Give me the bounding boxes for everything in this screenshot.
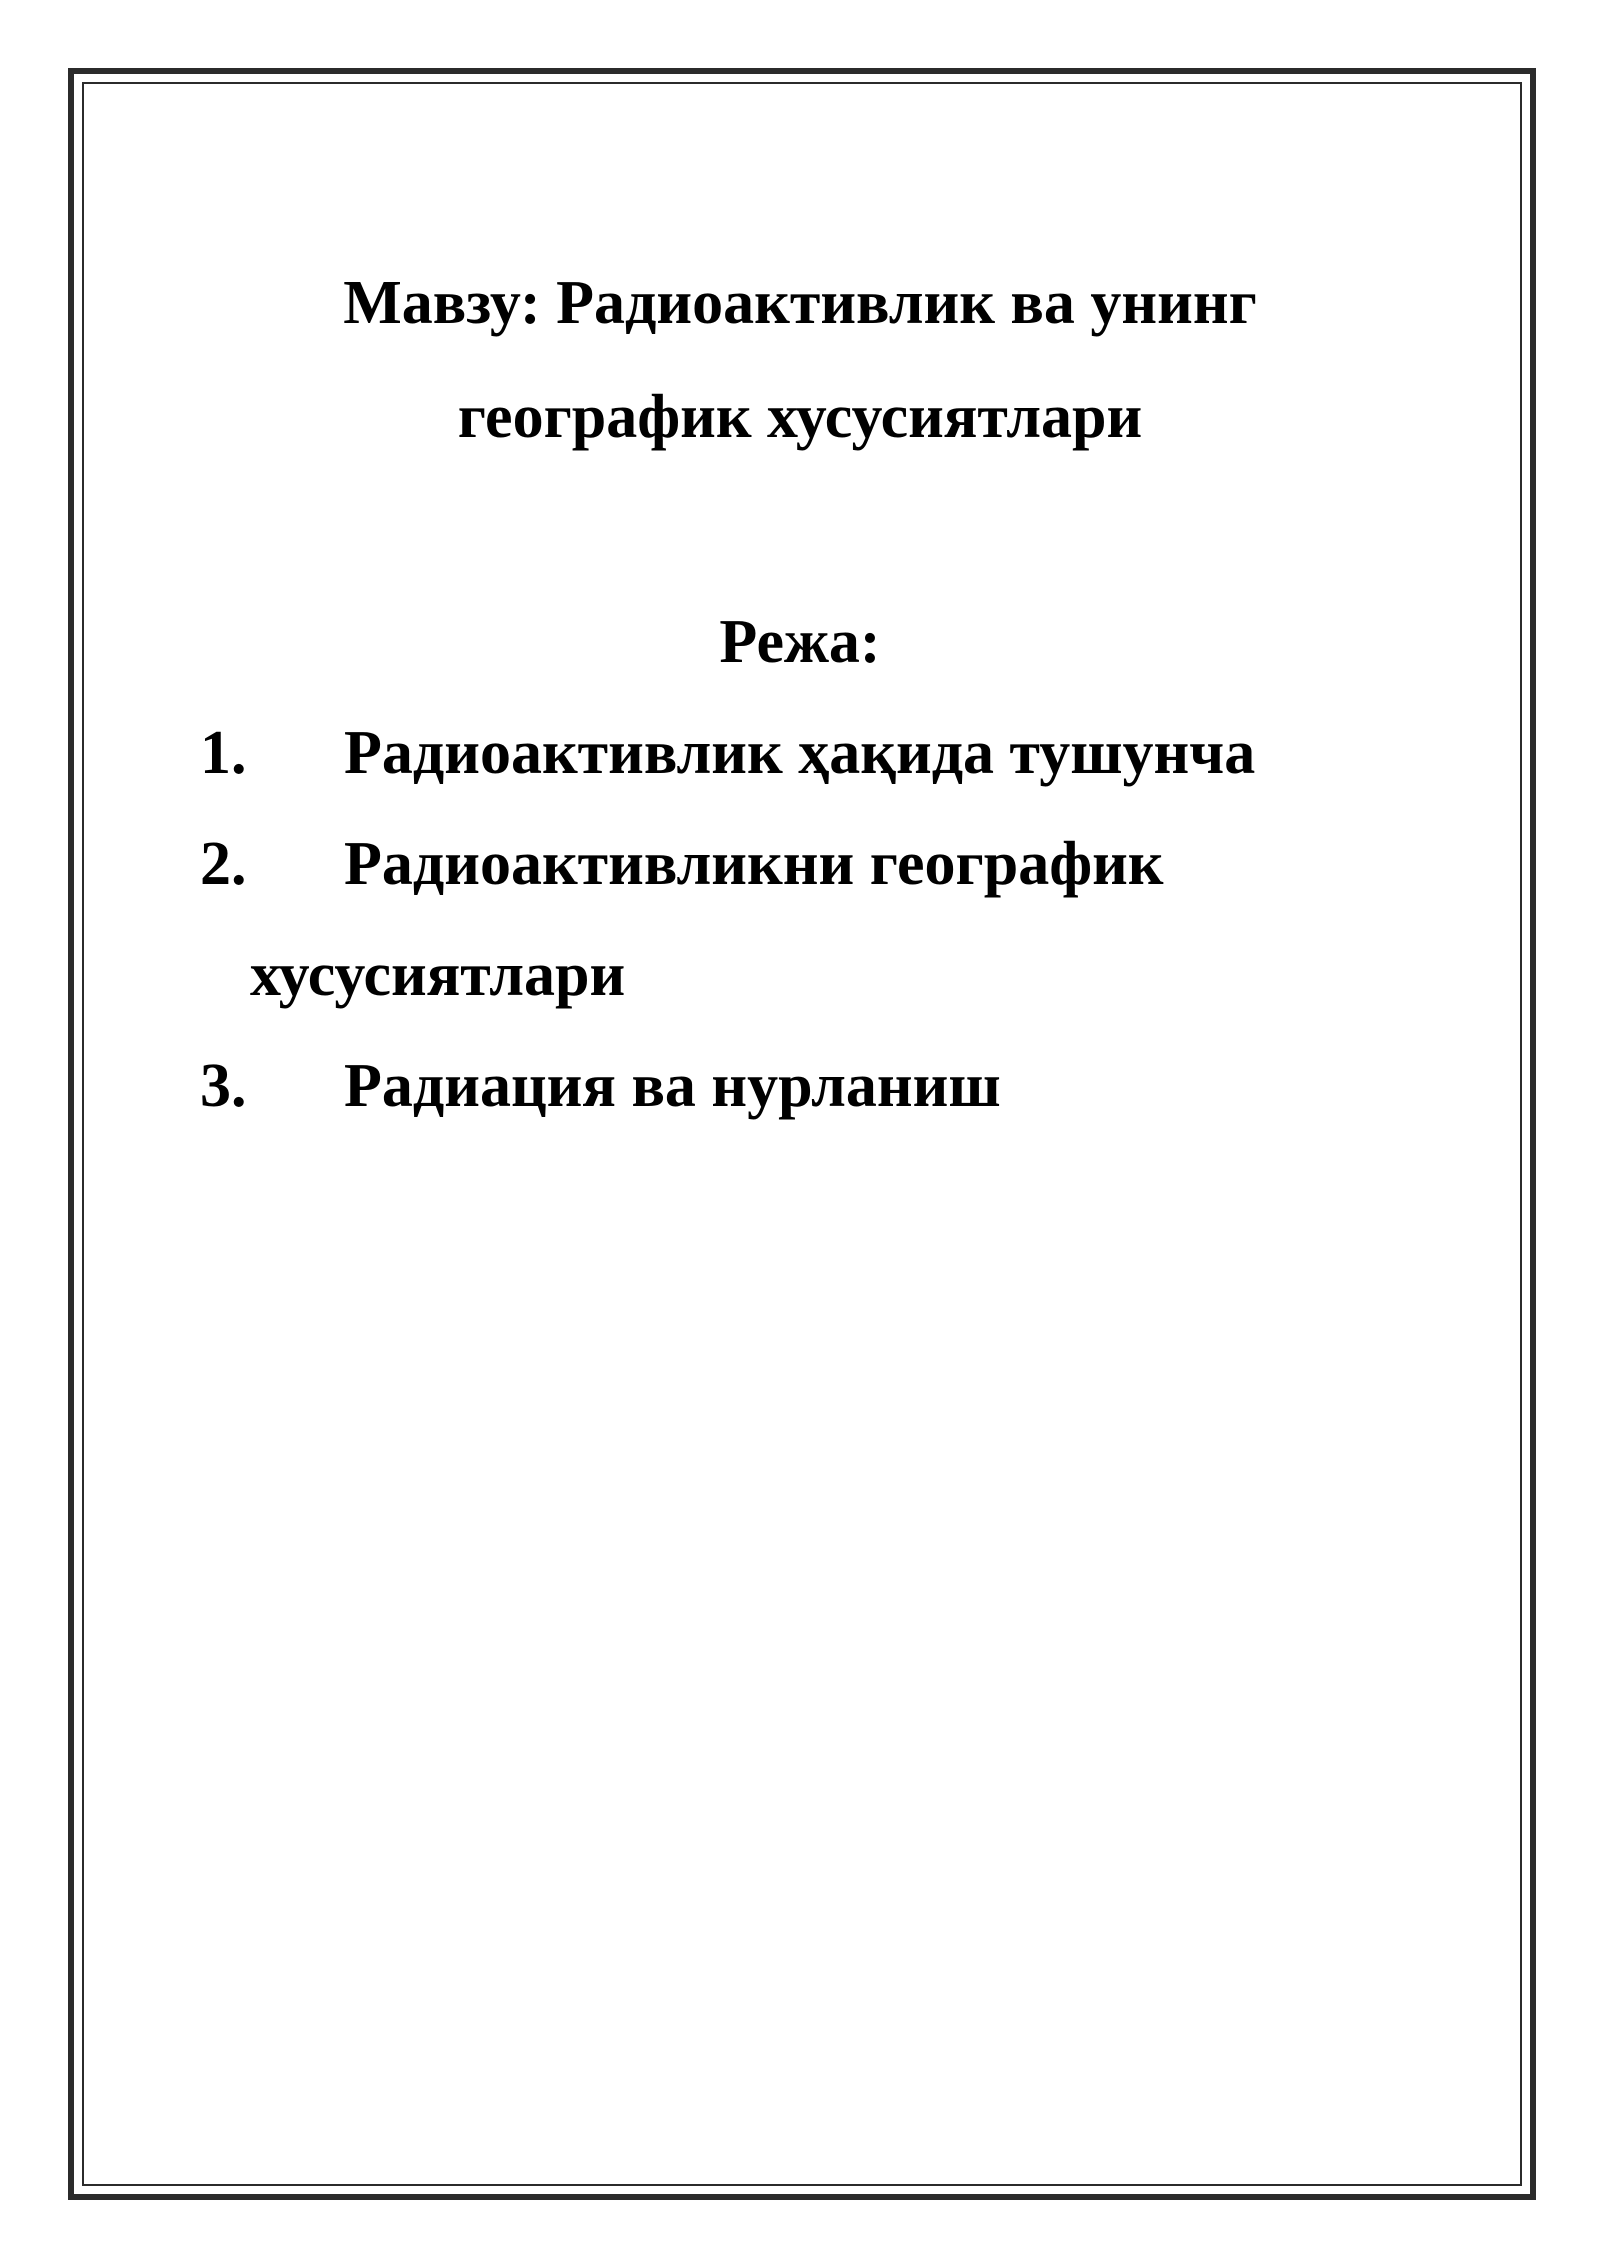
- plan-item-text: Радиоактивликни географик: [344, 830, 1164, 898]
- plan-item-number: 1.: [200, 719, 247, 787]
- plan-item-number: 2.: [200, 830, 247, 898]
- plan-item-text: Радиация ва нурланиш: [344, 1052, 1001, 1120]
- plan-heading: Режа:: [719, 608, 881, 676]
- document-title-line-2: географик хусусиятлари: [457, 383, 1143, 451]
- plan-item-text: Радиоактивлик ҳақида тушунча: [344, 719, 1256, 787]
- document-title-line-1: Мавзу: Радиоактивлик ва унинг: [343, 269, 1257, 337]
- plan-item-number: 3.: [200, 1052, 247, 1120]
- plan-item-text-continuation: хусусиятлари: [250, 941, 626, 1009]
